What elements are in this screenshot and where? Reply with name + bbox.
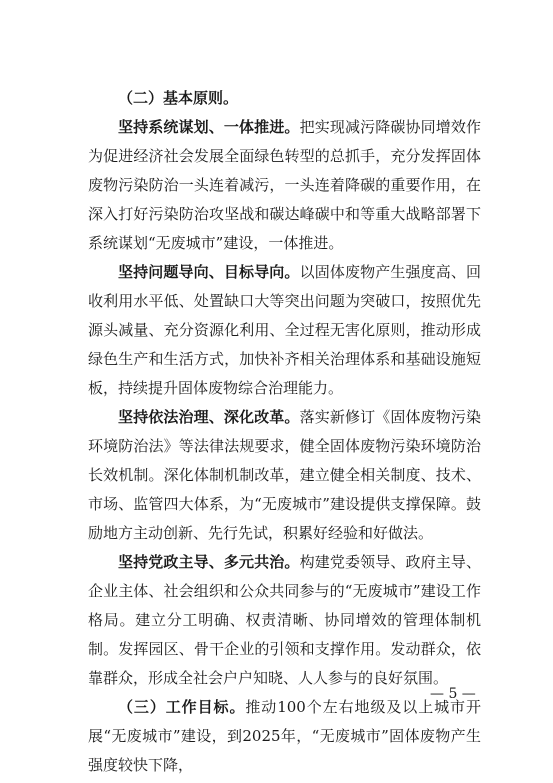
paragraph-party-government-led <box>88 548 481 693</box>
paragraph-problem-oriented <box>88 258 481 403</box>
section-heading-basic-principles: （二）基本原则。 <box>118 89 239 107</box>
paragraph-lead: 坚持依法治理、深化改革。 <box>118 408 300 426</box>
paragraph-text: 把实现减污降碳协同增效作为促进经济社会发展全面绿色转型的总抓手，充分发挥固体废物污染防治一头连着减污，一头连着降碳的重要作用，在深入打好污染防治攻坚战和碳达峰碳中和等重大战略部署下系统谋划“无废城市”建设，一体推进。 <box>88 118 481 252</box>
paragraph-text: 落实新修订《固体废物污染环境防治法》等法律法规要求，健全固体废物污染环境防治长效机制。深化体制机制改革，建立健全相关制度、技术、市场、监管四大体系，为“无废城市”建设提供支撑保障。鼓励地方主动创新、先行先试，积累好经验和好做法。 <box>88 408 481 542</box>
paragraph-systematic-planning <box>88 113 481 258</box>
paragraph-text: 构建党委领导、政府主导、企业主体、社会组织和公众共同参与的“无废城市”建设工作格局。建立分工明确、权责清晰、协同增效的管理体制机制。发挥园区、骨干企业的引领和支撑作用。发动群众，依靠群众，形成全社会户户知晓、人人参与的良好氛围。 <box>88 553 481 687</box>
paragraph-text: 以固体废物产生强度高、回收利用水平低、处置缺口大等突出问题为突破口，按照优先源头减量、充分资源化利用、全过程无害化原则，推动形成绿色生产和生活方式，加快补齐相关治理体系和基础设施短板，持续提升固体废物综合治理能力。 <box>88 263 481 397</box>
paragraph-lead: 坚持系统谋划、一体推进。 <box>118 118 300 136</box>
paragraph-text: 推动100个左右地级及以上城市开展“无废城市”建设，到2025年，“无废城市”固体废物产生强度较快下降， <box>88 698 481 774</box>
paragraph-lead: 坚持问题导向、目标导向。 <box>118 263 300 281</box>
paragraph-work-objectives <box>88 693 481 780</box>
paragraph-rule-of-law <box>88 403 481 548</box>
paragraph-lead: 坚持党政主导、多元共治。 <box>118 553 300 571</box>
page-number: — 5 — <box>430 686 476 702</box>
section-heading-work-objectives: （三）工作目标。 <box>118 698 246 716</box>
document-body <box>88 84 481 780</box>
